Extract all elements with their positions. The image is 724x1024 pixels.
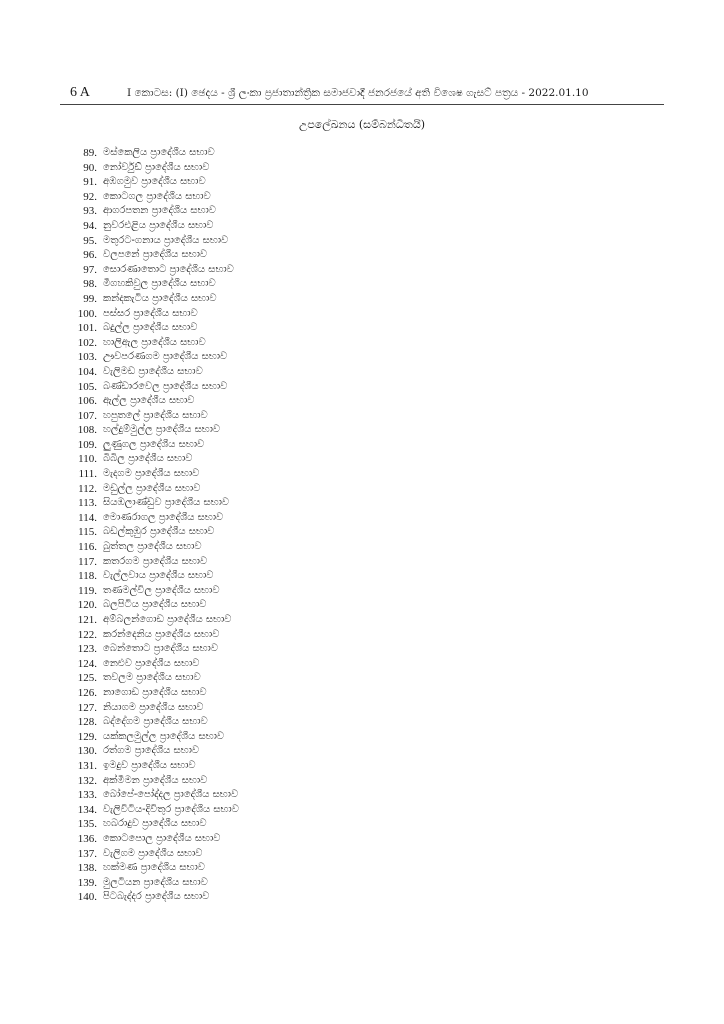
- item-name: හාලිඇල ප්‍රාදේශීය සභාව: [103, 336, 206, 348]
- item-number: 100.: [77, 307, 97, 320]
- item-name: බණ්ඩාරවෙල ප්‍රාදේශීය සභාව: [103, 380, 228, 392]
- item-number: 113.: [78, 497, 97, 510]
- list-item: [0, 861, 724, 876]
- list-item: [0, 628, 724, 643]
- list-item: [0, 613, 724, 628]
- item-name: හල්දුම්මුල්ල ප්‍රාදේශීය සභාව: [103, 424, 221, 436]
- item-name: තවලම ප්‍රාදේශීය සභාව: [103, 672, 201, 684]
- item-number: 137.: [77, 847, 97, 860]
- list-item: [0, 525, 724, 540]
- item-name: අඹගමුව ප්‍රාදේශීය සභාව: [103, 176, 206, 188]
- list-item: [0, 219, 724, 234]
- item-name: නාගොඩ ප්‍රාදේශීය සභාව: [103, 686, 207, 698]
- list-item: [0, 380, 724, 395]
- list-item: [0, 803, 724, 818]
- item-name: සොරණාතොට ප්‍රාදේශීය සභාව: [103, 263, 234, 275]
- list-item: [0, 890, 724, 905]
- item-name: හක්මණ ප්‍රාදේශීය සභාව: [103, 862, 205, 874]
- list-item: [0, 307, 724, 322]
- item-number: 131.: [77, 759, 97, 772]
- item-name: බිබිල ප්‍රාදේශීය සභාව: [103, 453, 193, 465]
- item-name: අම්බලන්ගොඩ ප්‍රාදේශීය සභාව: [103, 614, 232, 625]
- list-item: [0, 496, 724, 511]
- item-number: 117.: [78, 555, 97, 568]
- list-item: [0, 175, 724, 190]
- item-number: 105.: [77, 380, 97, 393]
- list-item: [0, 190, 724, 205]
- page-header: [60, 85, 664, 103]
- item-number: 130.: [77, 745, 97, 758]
- list-item: [0, 657, 724, 672]
- item-number: 111.: [78, 468, 97, 481]
- item-number: 92.: [83, 190, 97, 203]
- item-number: 97.: [83, 263, 97, 276]
- item-name: වැලිවිටිය-දිවිතුර ප්‍රාදේශීය සභාව: [103, 803, 239, 815]
- list-item: [0, 847, 724, 862]
- list-item: [0, 263, 724, 278]
- item-name: මැදගම ප්‍රාදේශීය සභාව: [103, 468, 200, 480]
- item-number: 96.: [83, 249, 97, 262]
- list-item: [0, 365, 724, 380]
- item-number: 128.: [77, 716, 97, 729]
- item-number: 122.: [77, 628, 97, 641]
- list-item: [0, 511, 724, 526]
- item-number: 89.: [83, 147, 97, 159]
- item-name: බුත්තල ප්‍රාදේශීය සභාව: [103, 541, 202, 553]
- item-number: 98.: [83, 278, 97, 291]
- item-name: කරන්දෙනිය ප්‍රාදේශීය සභාව: [103, 628, 220, 640]
- item-number: 107.: [77, 409, 97, 422]
- item-name: නෙළුව ප්‍රාදේශීය සභාව: [103, 657, 200, 669]
- item-name: තණමල්විල ප්‍රාදේශීය සභාව: [103, 584, 220, 596]
- list-item: [0, 876, 724, 891]
- item-name: මොණරාගල ප්‍රාදේශීය සභාව: [103, 511, 224, 523]
- list-item: [0, 774, 724, 789]
- item-number: 112.: [78, 482, 97, 495]
- item-name: ඉමදුව ප්‍රාදේශීය සභාව: [103, 759, 196, 771]
- item-name: වැල්ලවාය ප්‍රාදේශීය සභාව: [103, 570, 214, 582]
- list-item: [0, 598, 724, 613]
- list-item: [0, 204, 724, 219]
- list-item: [0, 409, 724, 424]
- item-name: මඩුල්ල ප්‍රාදේශීය සභාව: [103, 482, 201, 494]
- item-number: 119.: [78, 584, 97, 597]
- item-name: වැලිමඩ ප්‍රාදේශීය සභාව: [103, 365, 203, 377]
- item-number: 134.: [77, 803, 97, 816]
- list-item: [0, 569, 724, 584]
- item-name: නෝර්වුඩ් ප්‍රාදේශීය සභාව: [103, 161, 210, 173]
- item-number: 93.: [83, 205, 97, 218]
- item-number: 91.: [83, 176, 97, 189]
- list-item: [0, 540, 724, 555]
- item-name: බලපිටිය ප්‍රාදේශීය සභාව: [103, 599, 207, 611]
- list-item: [0, 701, 724, 716]
- item-number: 139.: [77, 876, 97, 889]
- item-number: 123.: [77, 643, 97, 656]
- item-name: පස්සර ප්‍රාදේශීය සභාව: [103, 307, 198, 319]
- item-name: පිටබැද්දර ප්‍රාදේශීය සභාව: [103, 891, 210, 903]
- item-number: 120.: [77, 599, 97, 612]
- item-number: 136.: [77, 832, 97, 845]
- item-name: යක්කලමුල්ල ප්‍රාදේශීය සභාව: [103, 730, 225, 742]
- list-item: [0, 642, 724, 657]
- item-number: 127.: [77, 701, 97, 714]
- item-number: 104.: [77, 365, 97, 378]
- item-name: ඇල්ල ප්‍රාදේශීය සභාව: [103, 395, 195, 407]
- item-name: ලුණුගල ප්‍රාදේශීය සභාව: [103, 438, 205, 450]
- list-item: [0, 321, 724, 336]
- item-number: 109.: [77, 438, 97, 451]
- item-name: බෙන්තොට ප්‍රාදේශීය සභාව: [103, 643, 219, 655]
- item-number: 121.: [77, 614, 97, 626]
- item-name: කොටපොල ප්‍රාදේශීය සභාව: [103, 832, 221, 844]
- list-item: [0, 146, 724, 161]
- running-head: I කොටස: (I) ඡෙදය - ශ්‍රී ලංකා ප්‍රජාතාන්ත්‍රික සමාජවාදී ජනරජයේ අති විශෙෂ ගැසට් පත්‍රය - 2022.01.10: [127, 87, 589, 99]
- council-list: [0, 146, 724, 905]
- item-number: 90.: [83, 161, 97, 174]
- item-number: 115.: [78, 526, 97, 539]
- item-name: බද්දේගම ප්‍රාදේශීය සභාව: [103, 716, 208, 728]
- list-item: [0, 161, 724, 176]
- list-item: [0, 394, 724, 409]
- item-name: මුලටියන ප්‍රාදේශීය සභාව: [103, 876, 208, 888]
- item-name: අක්මීමන ප්‍රාදේශීය සභාව: [103, 774, 208, 786]
- item-number: 99.: [83, 292, 97, 305]
- item-name: බෝපේ-පෝද්දල ප්‍රාදේශීය සභාව: [103, 789, 239, 801]
- list-item: [0, 467, 724, 482]
- list-item: [0, 452, 724, 467]
- list-item: [0, 423, 724, 438]
- item-number: 125.: [77, 672, 97, 685]
- item-name: නුවරඑළිය ප්‍රාදේශීය සභාව: [103, 219, 214, 231]
- list-item: [0, 438, 724, 453]
- list-item: [0, 234, 724, 249]
- item-number: 103.: [77, 351, 97, 364]
- item-number: 106.: [77, 395, 97, 408]
- item-name: නියාගම ප්‍රාදේශීය සභාව: [103, 701, 204, 713]
- item-number: 94.: [83, 219, 97, 232]
- item-name: හබරාදුව ප්‍රාදේශීය සභාව: [103, 818, 207, 830]
- item-number: 102.: [77, 336, 97, 349]
- item-name: කතරගම ප්‍රාදේශීය සභාව: [103, 555, 208, 567]
- item-name: රත්ගම ප්‍රාදේශීය සභාව: [103, 745, 200, 757]
- item-name: කන්දකැටිය ප්‍රාදේශීය සභාව: [103, 292, 217, 304]
- list-item: [0, 817, 724, 832]
- item-number: 95.: [83, 234, 97, 247]
- item-name: කොටගල ප්‍රාදේශීය සභාව: [103, 190, 211, 202]
- item-number: 133.: [77, 789, 97, 802]
- item-number: 118.: [78, 570, 97, 583]
- item-name: ඌවපරණගම ප්‍රාදේශීය සභාව: [103, 351, 228, 363]
- list-item: [0, 277, 724, 292]
- item-number: 132.: [77, 774, 97, 787]
- list-item: [0, 350, 724, 365]
- item-number: 124.: [77, 657, 97, 670]
- item-number: 116.: [78, 541, 97, 554]
- item-number: 114.: [78, 511, 97, 524]
- list-item: [0, 248, 724, 263]
- page-number: 6 A: [70, 85, 90, 100]
- item-name: මස්කෙලිය ප්‍රාදේශීය සභාව: [103, 147, 215, 158]
- list-item: [0, 555, 724, 570]
- item-name: වලපනේ ප්‍රාදේශීය සභාව: [103, 249, 208, 261]
- list-item: [0, 744, 724, 759]
- list-item: [0, 292, 724, 307]
- item-name: මීගහකිවුල ප්‍රාදේශීය සභාව: [103, 278, 216, 290]
- list-item: [0, 584, 724, 599]
- item-name: සියඹලාණ්ඩුව ප්‍රාදේශීය සභාව: [103, 497, 230, 509]
- item-name: ආගරපතන ප්‍රාදේශීය සභාව: [103, 205, 216, 217]
- list-item: [0, 715, 724, 730]
- item-number: 110.: [78, 453, 97, 466]
- item-number: 138.: [77, 862, 97, 875]
- list-item: [0, 832, 724, 847]
- item-name: බදුල්ල ප්‍රාදේශීය සභාව: [103, 322, 198, 334]
- item-name: මතුරට-ගනාය ප්‍රාදේශීය සභාව: [103, 234, 229, 246]
- item-number: 135.: [77, 818, 97, 831]
- list-item: [0, 482, 724, 497]
- list-item: [0, 336, 724, 351]
- list-item: [0, 686, 724, 701]
- list-item: [0, 788, 724, 803]
- list-item: [0, 759, 724, 774]
- header-rule: [60, 104, 664, 105]
- item-number: 101.: [77, 322, 97, 335]
- item-number: 108.: [77, 424, 97, 437]
- item-name: වැලිගම ප්‍රාදේශීය සභාව: [103, 847, 203, 859]
- list-item: [0, 730, 724, 745]
- section-title: උපලේඛනය (සම්බන්ධිතයි): [298, 118, 426, 131]
- item-number: 140.: [77, 891, 97, 904]
- item-name: බඩල්කුඹුර ප්‍රාදේශීය සභාව: [103, 526, 215, 538]
- item-number: 129.: [77, 730, 97, 743]
- item-name: හපුතලේ ප්‍රාදේශීය සභාව: [103, 409, 208, 421]
- list-item: [0, 671, 724, 686]
- item-number: 126.: [77, 686, 97, 699]
